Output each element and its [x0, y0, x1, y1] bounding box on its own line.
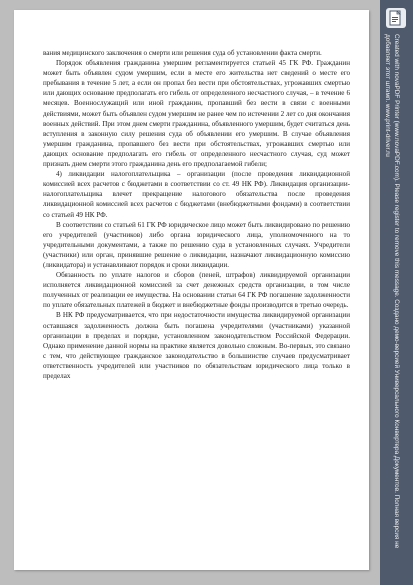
pdf-logo-icon — [386, 8, 406, 28]
document-page — [14, 10, 369, 570]
document-body — [43, 48, 350, 381]
paragraph-6: В НК РФ предусматривается, что при недостаточности имущества ликвидируемой организации оставшаяся задолженность должна быть погашена учредителями (участниками) указанной организации в пределах и порядке, установленном законодательством Российской Федерации. Однако применение данной нормы на практике является довольно сложным. Во-первых, это связано с тем, что действующее гражданское законодательство в большинстве случаев предусматривает ответственность учредителей или участников по обязательствам юридического лица только в пределах — [43, 311, 350, 380]
paragraph-3: 4) ликвидации налогоплательщика – организации (после проведения ликвидационной комиссией всех расчетов с бюджетами в соответствии со ст. 49 НК РФ). Ликвидация организации-налогоплательщика влечет прекращение налогового обязательства после проведения ликвидационной комиссией всех расчетов с бюджетами (внебюджетными фондами) в соответствии со статьей 49 НК РФ. — [43, 170, 350, 219]
paragraph-1: вания медицинского заключения о смерти или решения суда об установлении факта смерти. — [43, 49, 322, 57]
paragraph-5: Обязанность по уплате налогов и сборов (пеней, штрафов) ликвидируемой организации исполняется ликвидационной комиссией за счет денежных средств организации, в том числе полученных от реализации ее имущества. На основании статьи 64 ГК РФ погашение задолженности по уплате обязательных платежей в бюджет и внебюджетные фонды производится в третью очередь. — [43, 271, 350, 310]
watermark-text-area — [383, 34, 410, 579]
paragraph-4: В соответствии со статьей 61 ГК РФ юридическое лицо может быть ликвидировано по решению его учредителей (участников) либо органа юридического лица, уполномоченного на то учредительными документами, а также по решению суда в установленных случаях. Учредители (участники) или орган, принявшие решение о ликвидации, назначают ликвидационную комиссию (ликвидатора) и устанавливают порядок и сроки ликвидации. — [43, 220, 350, 269]
paragraph-2: Порядок объявления гражданина умершим регламентируется статьей 45 ГК РФ. Гражданин может быть объявлен судом умершим, если в месте его жительства нет сведений о месте его пребывания в течение 5 лет, а если он пропал без вести при обстоятельствах, угрожавших смертью или дающих основание предполагать его гибель от определенного несчастного случая, – в течение 6 месяцев. Военнослужащий или иной гражданин, пропавший без вести в связи с военными действиями, может быть объявлен судом умершим не ранее чем по истечении 2 лет со дня окончания военных действий. При этом днем смерти гражданина, объявленного умершим, будет считаться день вступления в законную силу решения суда об объявлении его умершим. В случае объявления умершим гражданина, пропавшего без вести при обстоятельствах, угрожавших смертью или дающих основание предполагать его гибель от определенного несчастного случая, суд может признать днем смерти этого гражданина день его предполагаемой гибели; — [43, 59, 350, 169]
watermark-text[interactable]: Created with novaPDF Printer (www.novaPDF.com). Please register to remove this message. Создано демо-версией Универсального Конвертера Документов. Полная версия не добавляет этот штамп. www.print-driver.ru — [384, 34, 400, 549]
watermark-sidebar — [380, 0, 413, 585]
